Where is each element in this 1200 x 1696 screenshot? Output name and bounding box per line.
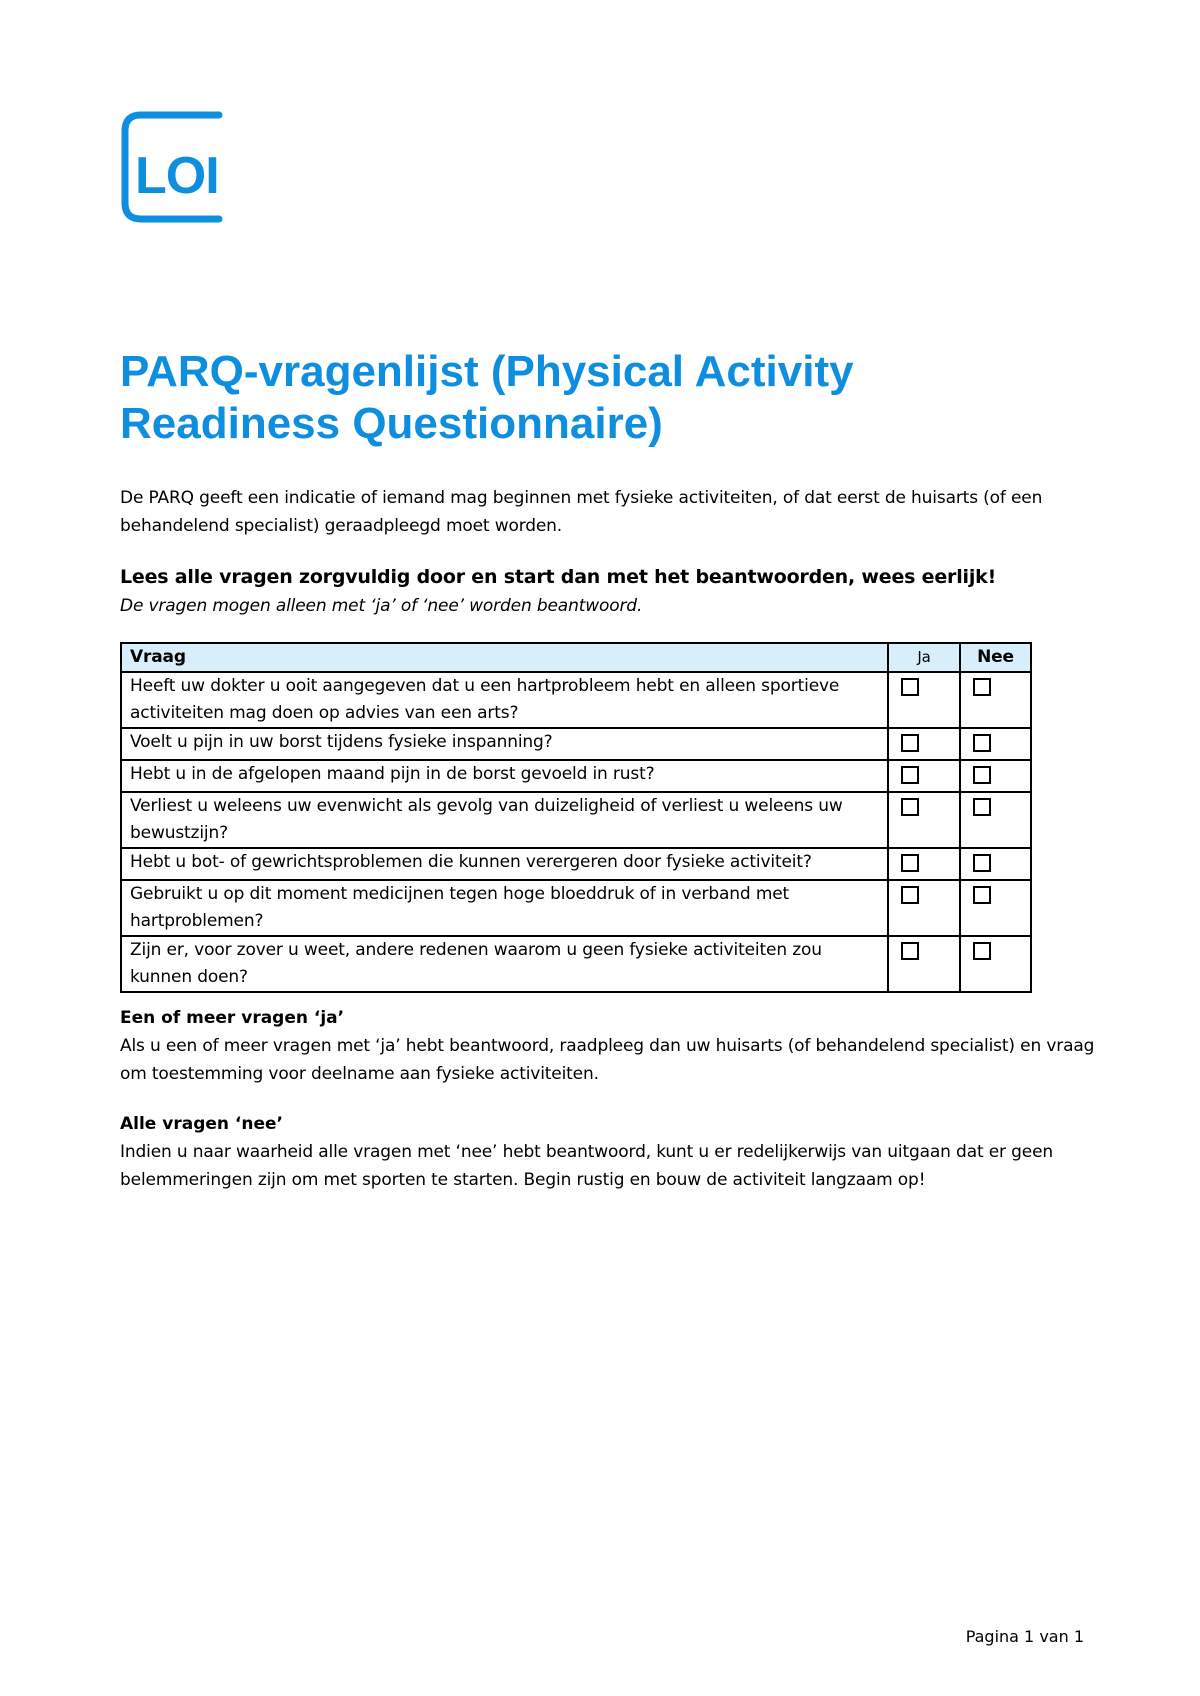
checkbox-ja[interactable] <box>901 766 919 784</box>
header-question: Vraag <box>121 643 888 672</box>
checkbox-ja[interactable] <box>901 678 919 696</box>
header-no: Nee <box>960 643 1031 672</box>
loi-logo-mark <box>121 111 233 223</box>
question-text: Gebruikt u op dit moment medicijnen tegen hoge bloeddruk of in verband met hartproblemen? <box>121 880 888 936</box>
answer-cell-nee <box>960 792 1031 848</box>
table-row <box>121 672 1031 728</box>
checkbox-nee[interactable] <box>973 798 991 816</box>
no-section-heading: Alle vragen ‘nee’ <box>120 1114 283 1134</box>
question-text: Voelt u pijn in uw borst tijdens fysieke inspanning? <box>121 728 888 760</box>
header-yes: Ja <box>888 643 960 672</box>
table-row <box>121 728 1031 760</box>
answer-cell-ja <box>888 672 960 728</box>
answer-cell-ja <box>888 792 960 848</box>
checkbox-nee[interactable] <box>973 678 991 696</box>
question-text: Zijn er, voor zover u weet, andere redenen waarom u geen fysieke activiteiten zou kunnen doen? <box>121 936 888 992</box>
answer-cell-nee <box>960 728 1031 760</box>
question-text: Hebt u in de afgelopen maand pijn in de borst gevoeld in rust? <box>121 760 888 792</box>
intro-text: De PARQ geeft een indicatie of iemand mag beginnen met fysieke activiteiten, of dat eerst de huisarts (of een behandelend specialist) geraadpleegd moet worden. <box>120 488 1043 536</box>
page-title: PARQ-vragenlijst (Physical Activity Readiness Questionnaire) <box>120 347 854 448</box>
yes-section-heading: Een of meer vragen ‘ja’ <box>120 1008 345 1028</box>
checkbox-ja[interactable] <box>901 942 919 960</box>
checkbox-ja[interactable] <box>901 854 919 872</box>
answer-cell-ja <box>888 728 960 760</box>
page-number: Pagina 1 van 1 <box>965 1627 1084 1646</box>
checkbox-nee[interactable] <box>973 886 991 904</box>
table-row <box>121 880 1031 936</box>
table-row <box>121 792 1031 848</box>
question-text: Verliest u weleens uw evenwicht als gevolg van duizeligheid of verliest u weleens uw bewustzijn? <box>121 792 888 848</box>
answer-cell-nee <box>960 672 1031 728</box>
question-text: Hebt u bot- of gewrichtsproblemen die kunnen verergeren door fysieke activiteit? <box>121 848 888 880</box>
answer-cell-nee <box>960 760 1031 792</box>
answer-cell-nee <box>960 880 1031 936</box>
answer-cell-ja <box>888 848 960 880</box>
loi-logo <box>121 111 233 223</box>
table-header-row <box>121 643 1031 672</box>
table-row <box>121 760 1031 792</box>
checkbox-ja[interactable] <box>901 886 919 904</box>
instruction-note: De vragen mogen alleen met ‘ja’ of ‘nee’ worden beantwoord. <box>120 596 643 616</box>
answer-cell-nee <box>960 848 1031 880</box>
checkbox-ja[interactable] <box>901 798 919 816</box>
no-section-body: Indien u naar waarheid alle vragen met ‘nee’ hebt beantwoord, kunt u er redelijkerwijs van uitgaan dat er geen belemmeringen zijn om met sporten te starten. Begin rustig en bouw de activiteit langzaam op! <box>120 1142 1054 1190</box>
answer-cell-ja <box>888 760 960 792</box>
checkbox-nee[interactable] <box>973 854 991 872</box>
checkbox-nee[interactable] <box>973 734 991 752</box>
yes-section-body: Als u een of meer vragen met ‘ja’ hebt beantwoord, raadpleeg dan uw huisarts (of behandelend specialist) en vraag om toestemming voor deelname aan fysieke activiteiten. <box>120 1036 1095 1084</box>
answer-cell-ja <box>888 880 960 936</box>
answer-cell-nee <box>960 936 1031 992</box>
checkbox-nee[interactable] <box>973 766 991 784</box>
table-row <box>121 848 1031 880</box>
answer-cell-ja <box>888 936 960 992</box>
question-text: Heeft uw dokter u ooit aangegeven dat u een hartprobleem hebt en alleen sportieve activiteiten mag doen op advies van een arts? <box>121 672 888 728</box>
checkbox-nee[interactable] <box>973 942 991 960</box>
svg-text:LOI: LOI <box>135 147 219 205</box>
checkbox-ja[interactable] <box>901 734 919 752</box>
instruction-heading: Lees alle vragen zorgvuldig door en start dan met het beantwoorden, wees eerlijk! <box>120 566 997 588</box>
table-row <box>121 936 1031 992</box>
question-table <box>120 642 1032 993</box>
